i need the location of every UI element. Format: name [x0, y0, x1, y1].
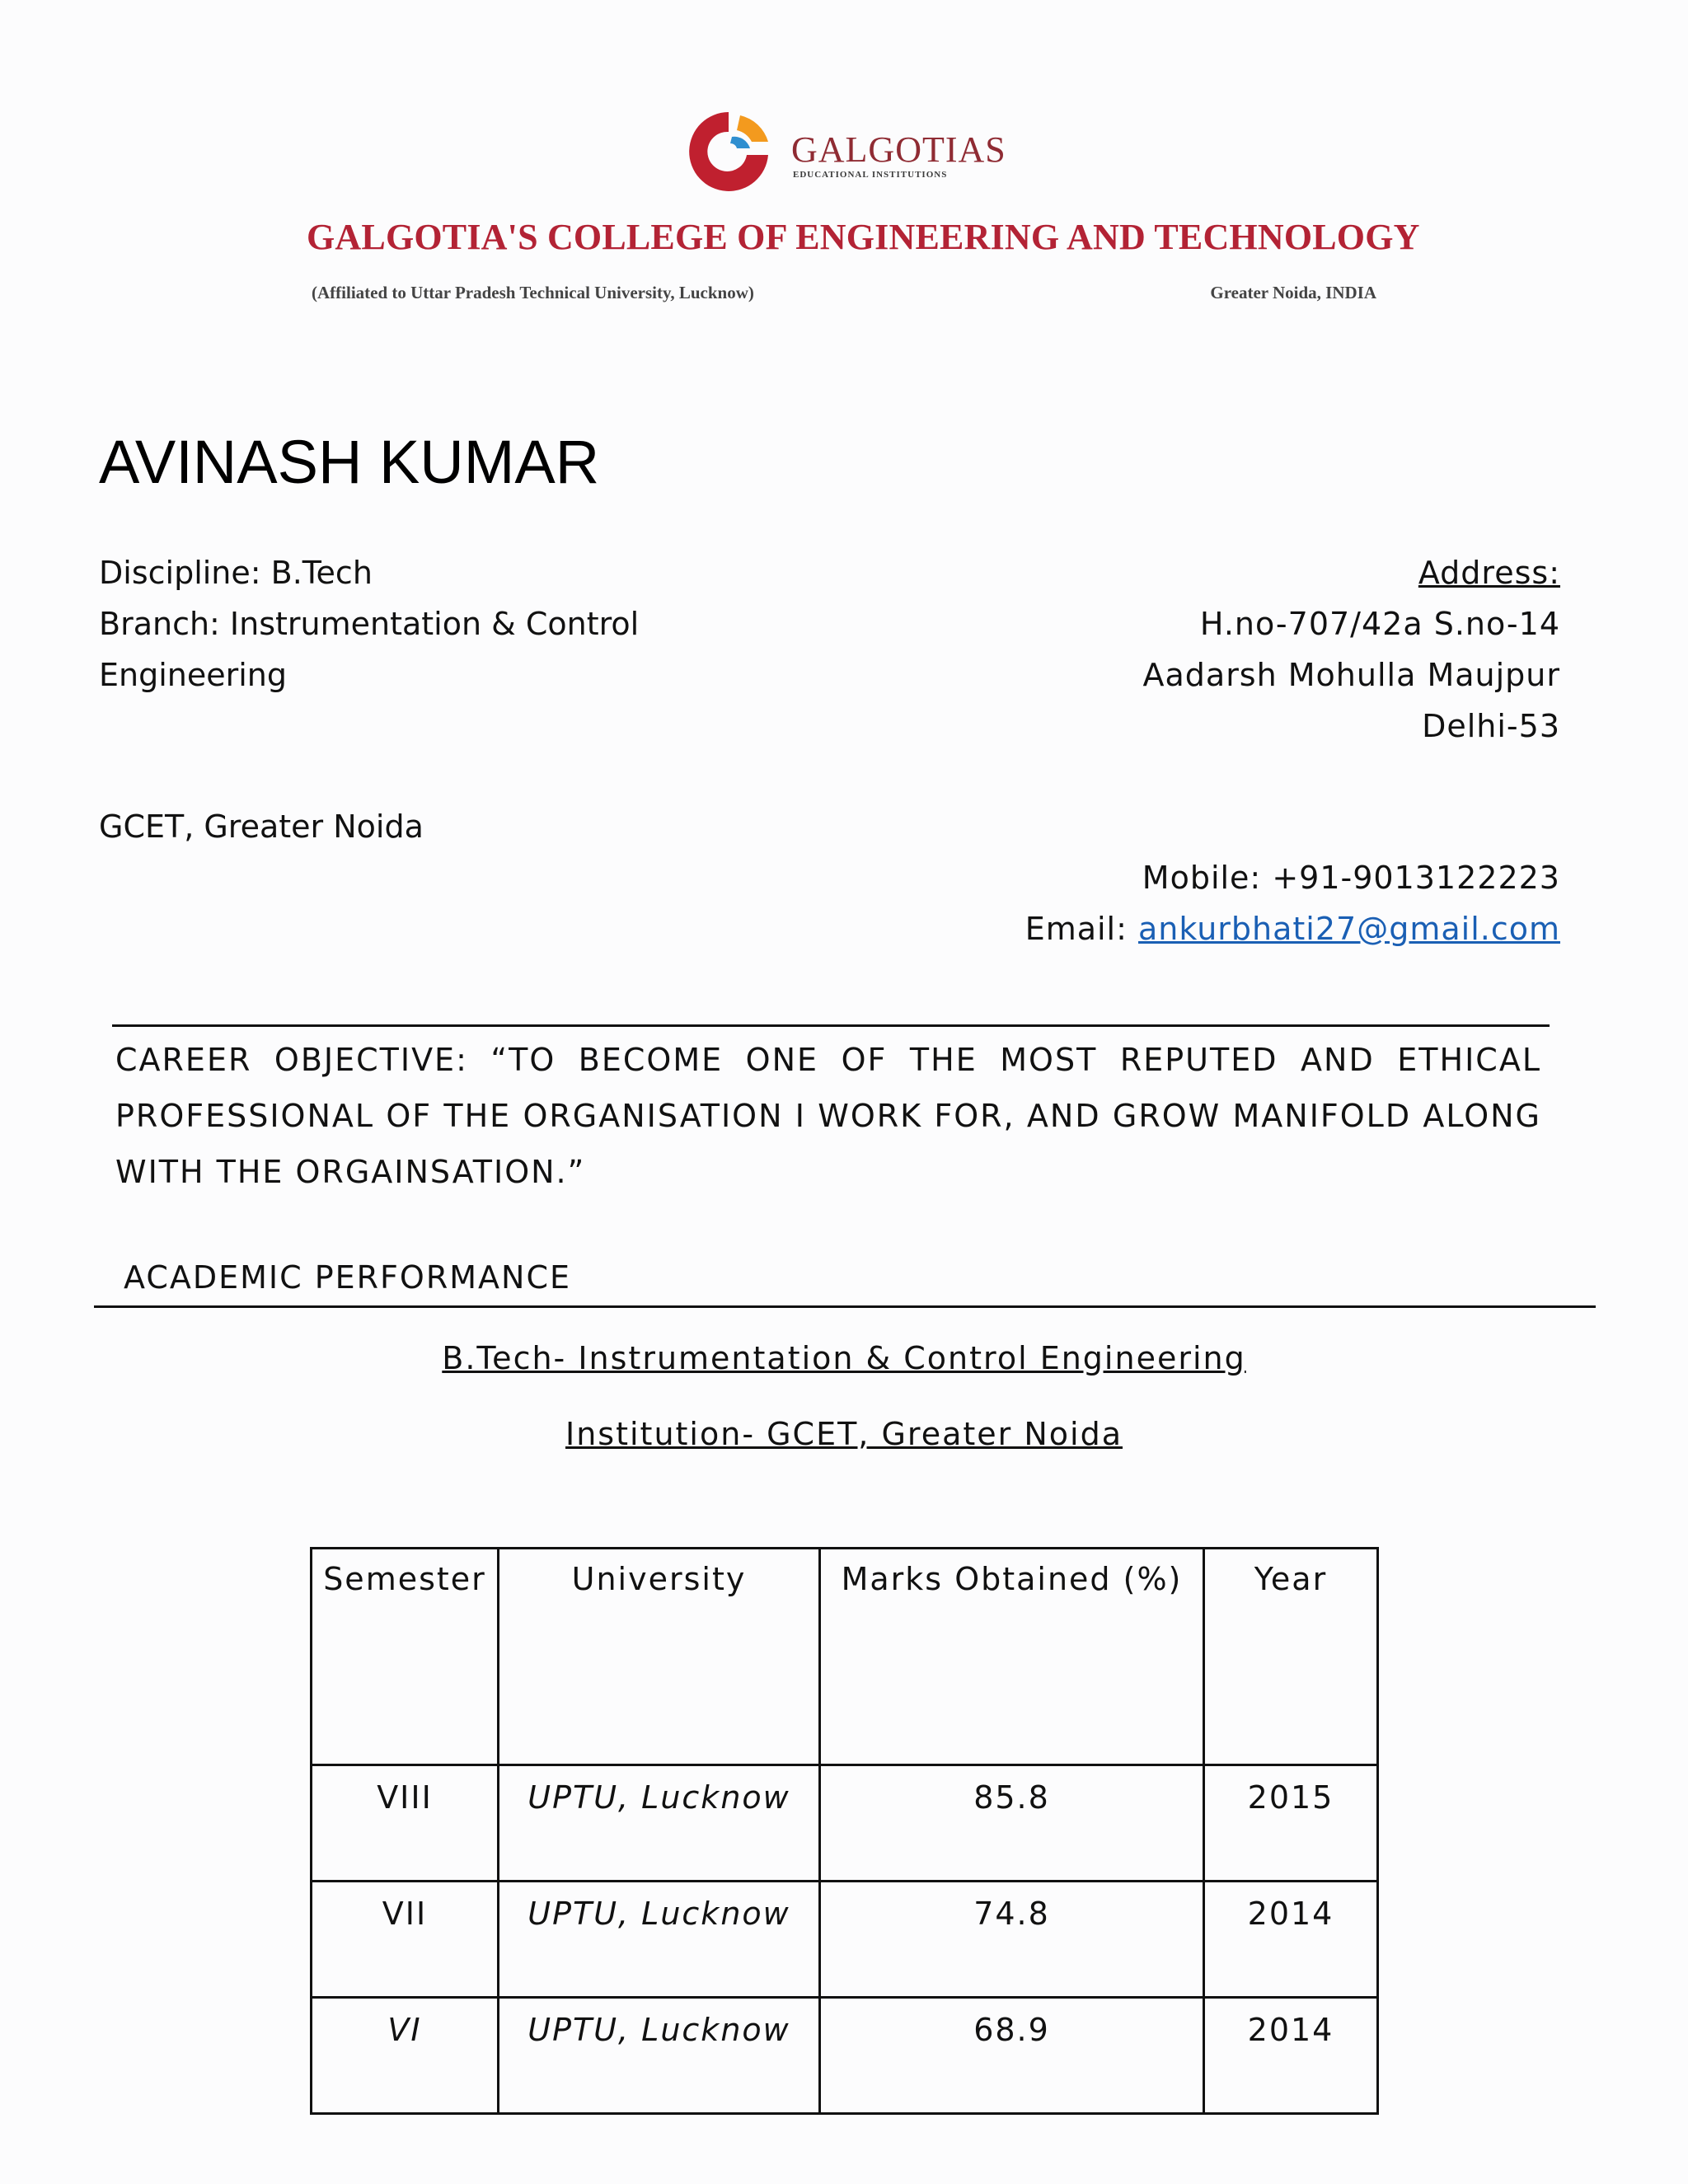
degree-title: B.Tech- Instrumentation & Control Engineering — [442, 1340, 1246, 1376]
location-text: Greater Noida, INDIA — [1210, 283, 1376, 302]
marks-cell: 74.8 — [820, 1882, 1204, 1998]
candidate-details — [99, 547, 692, 701]
brand-subtitle: EDUCATIONAL INSTITUTIONS — [793, 170, 948, 180]
table-row — [312, 1765, 1378, 1882]
year-cell: 2015 — [1204, 1765, 1378, 1882]
semester-cell: VIII — [312, 1765, 499, 1882]
marks-cell: 68.9 — [820, 1998, 1204, 2114]
semester-cell: VI — [312, 1998, 499, 2114]
table-header-row — [312, 1549, 1378, 1765]
college-name: GALGOTIA'S COLLEGE OF ENGINEERING AND TECHNOLOGY — [307, 217, 1420, 257]
discipline-text: Discipline: B.Tech — [99, 555, 373, 591]
semester-cell: VII — [312, 1882, 499, 1998]
year-cell: 2014 — [1204, 1998, 1378, 2114]
university-cell: UPTU, Lucknow — [499, 1998, 820, 2114]
affiliation-text: (Affiliated to Uttar Pradesh Technical University, Lucknow) — [312, 283, 754, 302]
section-divider — [94, 1305, 1596, 1308]
galgotias-logo-icon — [682, 105, 775, 198]
table-row — [312, 1882, 1378, 1998]
marks-table — [310, 1547, 1379, 2115]
college-short: GCET, Greater Noida — [99, 808, 424, 845]
career-objective: CAREER OBJECTIVE: “TO BECOME ONE OF THE MOST REPUTED AND ETHICAL PROFESSIONAL OF THE ORGANISATION I WORK FOR, AND GROW MANIFOLD ALONG WITH THE ORGAINSATION.” — [115, 1042, 1541, 1190]
email-row — [1025, 903, 1560, 954]
table-row — [312, 1998, 1378, 2114]
branch-text-line2: Engineering — [99, 657, 287, 693]
address-block — [1143, 547, 1561, 752]
university-cell: UPTU, Lucknow — [499, 1765, 820, 1882]
marks-cell: 85.8 — [820, 1765, 1204, 1882]
institution-title: Institution- GCET, Greater Noida — [565, 1416, 1123, 1452]
column-header-marks: Marks Obtained (%) — [820, 1549, 1204, 1765]
address-line1: H.no-707/42a S.no-14 — [1199, 606, 1560, 642]
address-line2: Aadarsh Mohulla Maujpur — [1142, 657, 1560, 693]
address-line3: Delhi-53 — [1422, 708, 1560, 744]
year-cell: 2014 — [1204, 1882, 1378, 1998]
column-header-semester: Semester — [312, 1549, 499, 1765]
mobile-text: Mobile: +91-9013122223 — [1142, 860, 1560, 896]
column-header-university: University — [499, 1549, 820, 1765]
academic-performance-heading: ACADEMIC PERFORMANCE — [124, 1259, 571, 1296]
university-cell: UPTU, Lucknow — [499, 1882, 820, 1998]
address-heading: Address: — [1418, 555, 1560, 591]
candidate-name: AVINASH KUMAR — [99, 428, 600, 496]
email-link[interactable]: ankurbhati27@gmail.com — [1138, 911, 1560, 947]
brand-name: GALGOTIAS — [791, 129, 1006, 170]
email-label: Email: — [1025, 911, 1138, 947]
contact-block — [1025, 852, 1560, 954]
branch-text-line1: Branch: Instrumentation & Control — [99, 606, 640, 642]
column-header-year: Year — [1204, 1549, 1378, 1765]
section-divider — [112, 1024, 1550, 1027]
